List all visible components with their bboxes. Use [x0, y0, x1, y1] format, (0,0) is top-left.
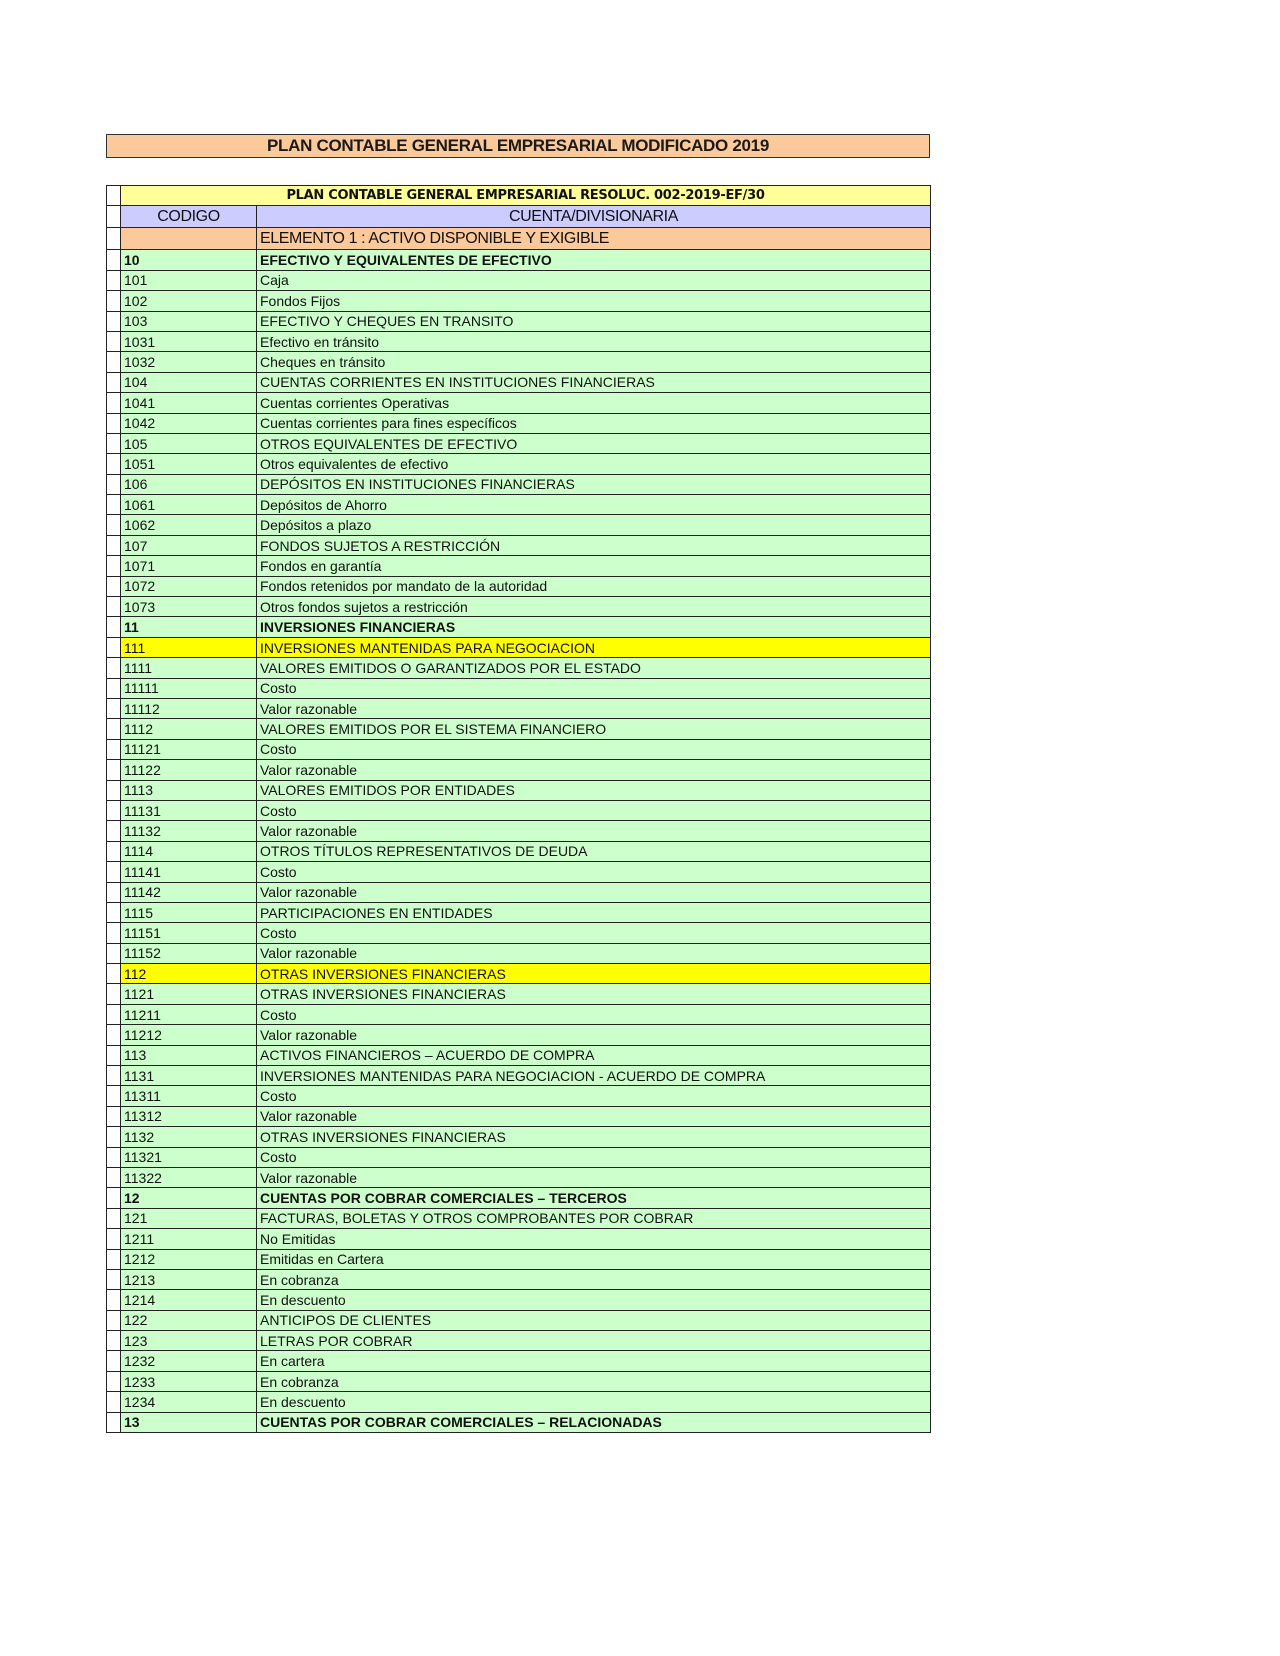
account-name: Costo — [257, 1004, 931, 1024]
account-code: 10 — [121, 250, 257, 270]
account-code: 1061 — [121, 495, 257, 515]
gutter-cell — [107, 433, 121, 453]
account-name: VALORES EMITIDOS POR ENTIDADES — [257, 780, 931, 800]
gutter-cell — [107, 413, 121, 433]
account-code: 11131 — [121, 800, 257, 820]
table-row — [107, 433, 931, 453]
account-name: INVERSIONES FINANCIERAS — [257, 617, 931, 637]
account-code: 11212 — [121, 1025, 257, 1045]
account-name: Costo — [257, 739, 931, 759]
account-name: FACTURAS, BOLETAS Y OTROS COMPROBANTES POR COBRAR — [257, 1208, 931, 1228]
gutter-cell — [107, 658, 121, 678]
gutter-cell — [107, 1229, 121, 1249]
account-name: OTROS TÍTULOS REPRESENTATIVOS DE DEUDA — [257, 841, 931, 861]
accounts-table-body — [107, 186, 931, 1433]
gutter-cell — [107, 964, 121, 984]
account-code: 1112 — [121, 719, 257, 739]
account-name: OTRAS INVERSIONES FINANCIERAS — [257, 984, 931, 1004]
account-code: 1213 — [121, 1269, 257, 1289]
table-row — [107, 372, 931, 392]
table-row — [107, 658, 931, 678]
element-label: ELEMENTO 1 : ACTIVO DISPONIBLE Y EXIGIBLE — [257, 228, 931, 250]
account-name: VALORES EMITIDOS POR EL SISTEMA FINANCIERO — [257, 719, 931, 739]
account-name: DEPÓSITOS EN INSTITUCIONES FINANCIERAS — [257, 474, 931, 494]
gutter-cell — [107, 984, 121, 1004]
gutter-cell — [107, 637, 121, 657]
account-code: 12 — [121, 1188, 257, 1208]
table-row — [107, 800, 931, 820]
account-name: EFECTIVO Y EQUIVALENTES DE EFECTIVO — [257, 250, 931, 270]
gutter-cell — [107, 1147, 121, 1167]
table-row — [107, 821, 931, 841]
gutter-cell — [107, 1106, 121, 1126]
table-row — [107, 862, 931, 882]
table-row — [107, 250, 931, 270]
account-name: FONDOS SUJETOS A RESTRICCIÓN — [257, 535, 931, 555]
gutter-cell — [107, 760, 121, 780]
gutter-cell — [107, 1086, 121, 1106]
table-row — [107, 1351, 931, 1371]
table-row — [107, 1004, 931, 1024]
gutter-cell — [107, 1290, 121, 1310]
table-row — [107, 413, 931, 433]
table-row — [107, 1331, 931, 1351]
table-row — [107, 597, 931, 617]
gutter-cell — [107, 841, 121, 861]
gutter-cell — [107, 515, 121, 535]
table-row — [107, 1269, 931, 1289]
gutter-cell — [107, 1392, 121, 1412]
account-code: 1111 — [121, 658, 257, 678]
account-code: 11311 — [121, 1086, 257, 1106]
account-name: CUENTAS POR COBRAR COMERCIALES – TERCEROS — [257, 1188, 931, 1208]
gutter-cell — [107, 228, 121, 250]
code-column-header: CODIGO — [121, 206, 257, 228]
gutter-cell — [107, 1025, 121, 1045]
plan-subtitle: PLAN CONTABLE GENERAL EMPRESARIAL RESOLUC. 002-2019-EF/30 — [121, 186, 931, 206]
gutter-cell — [107, 902, 121, 922]
account-name: En descuento — [257, 1392, 931, 1412]
account-code: 121 — [121, 1208, 257, 1228]
table-row — [107, 1208, 931, 1228]
account-code: 13 — [121, 1412, 257, 1432]
account-name: INVERSIONES MANTENIDAS PARA NEGOCIACION - ACUERDO DE COMPRA — [257, 1066, 931, 1086]
account-code: 1121 — [121, 984, 257, 1004]
account-name: OTROS EQUIVALENTES DE EFECTIVO — [257, 433, 931, 453]
gutter-cell — [107, 474, 121, 494]
gutter-cell — [107, 270, 121, 290]
table-row — [107, 1412, 931, 1432]
table-row — [107, 719, 931, 739]
account-name: CUENTAS POR COBRAR COMERCIALES – RELACIONADAS — [257, 1412, 931, 1432]
table-row — [107, 678, 931, 698]
table-row — [107, 1167, 931, 1187]
element-row — [107, 228, 931, 250]
account-code: 11211 — [121, 1004, 257, 1024]
gutter-cell — [107, 352, 121, 372]
account-name: Emitidas en Cartera — [257, 1249, 931, 1269]
account-code: 11112 — [121, 698, 257, 718]
account-code: 11322 — [121, 1167, 257, 1187]
account-name: CUENTAS CORRIENTES EN INSTITUCIONES FINANCIERAS — [257, 372, 931, 392]
account-name: Efectivo en tránsito — [257, 331, 931, 351]
account-code: 104 — [121, 372, 257, 392]
account-name: Cuentas corrientes para fines específicos — [257, 413, 931, 433]
account-name: Valor razonable — [257, 882, 931, 902]
table-row — [107, 1045, 931, 1065]
account-code: 111 — [121, 637, 257, 657]
account-name: Otros equivalentes de efectivo — [257, 454, 931, 474]
account-name: INVERSIONES MANTENIDAS PARA NEGOCIACION — [257, 637, 931, 657]
account-code: 1071 — [121, 556, 257, 576]
gutter-cell — [107, 1331, 121, 1351]
gutter-cell — [107, 780, 121, 800]
account-name: Cuentas corrientes Operativas — [257, 393, 931, 413]
account-code: 105 — [121, 433, 257, 453]
table-row — [107, 637, 931, 657]
gutter-cell — [107, 556, 121, 576]
gutter-cell — [107, 495, 121, 515]
gutter-cell — [107, 576, 121, 596]
account-name: En cobranza — [257, 1269, 931, 1289]
account-code: 112 — [121, 964, 257, 984]
gutter-cell — [107, 1004, 121, 1024]
account-name: EFECTIVO Y CHEQUES EN TRANSITO — [257, 311, 931, 331]
gutter-cell — [107, 1208, 121, 1228]
gutter-cell — [107, 719, 121, 739]
account-code: 11122 — [121, 760, 257, 780]
account-name: ANTICIPOS DE CLIENTES — [257, 1310, 931, 1330]
account-code: 101 — [121, 270, 257, 290]
table-row — [107, 1147, 931, 1167]
gutter-cell — [107, 800, 121, 820]
table-row — [107, 882, 931, 902]
account-code: 11312 — [121, 1106, 257, 1126]
table-row — [107, 1066, 931, 1086]
account-name: Fondos en garantía — [257, 556, 931, 576]
account-code: 11321 — [121, 1147, 257, 1167]
gutter-cell — [107, 943, 121, 963]
table-row — [107, 1188, 931, 1208]
table-row — [107, 984, 931, 1004]
gutter-cell — [107, 454, 121, 474]
account-name: Costo — [257, 678, 931, 698]
table-row — [107, 454, 931, 474]
table-row — [107, 576, 931, 596]
account-code: 11132 — [121, 821, 257, 841]
table-row — [107, 1249, 931, 1269]
gutter-cell — [107, 535, 121, 555]
account-code: 11151 — [121, 923, 257, 943]
table-row — [107, 331, 931, 351]
account-code: 1073 — [121, 597, 257, 617]
table-row — [107, 1025, 931, 1045]
gutter-cell — [107, 186, 121, 206]
account-code: 1072 — [121, 576, 257, 596]
account-name: Costo — [257, 862, 931, 882]
gutter-cell — [107, 291, 121, 311]
account-name: LETRAS POR COBRAR — [257, 1331, 931, 1351]
table-row — [107, 1127, 931, 1147]
account-name: Otros fondos sujetos a restricción — [257, 597, 931, 617]
account-code: 1131 — [121, 1066, 257, 1086]
account-name: Valor razonable — [257, 760, 931, 780]
account-name: ACTIVOS FINANCIEROS – ACUERDO DE COMPRA — [257, 1045, 931, 1065]
gutter-cell — [107, 882, 121, 902]
account-code: 122 — [121, 1310, 257, 1330]
table-row — [107, 1229, 931, 1249]
account-code: 1234 — [121, 1392, 257, 1412]
account-code: 1042 — [121, 413, 257, 433]
table-row — [107, 495, 931, 515]
gutter-cell — [107, 862, 121, 882]
table-row — [107, 1106, 931, 1126]
gutter-cell — [107, 311, 121, 331]
table-row — [107, 393, 931, 413]
gutter-cell — [107, 1127, 121, 1147]
gutter-cell — [107, 250, 121, 270]
table-row — [107, 617, 931, 637]
header-row — [107, 206, 931, 228]
gutter-cell — [107, 698, 121, 718]
account-code: 1114 — [121, 841, 257, 861]
account-code: 1051 — [121, 454, 257, 474]
gutter-cell — [107, 923, 121, 943]
account-code: 11152 — [121, 943, 257, 963]
table-row — [107, 556, 931, 576]
account-name: OTRAS INVERSIONES FINANCIERAS — [257, 1127, 931, 1147]
account-code: 1233 — [121, 1371, 257, 1391]
table-row — [107, 964, 931, 984]
gutter-cell — [107, 1310, 121, 1330]
account-code: 106 — [121, 474, 257, 494]
account-code: 1115 — [121, 902, 257, 922]
account-name: Costo — [257, 800, 931, 820]
account-name: En cartera — [257, 1351, 931, 1371]
table-row — [107, 739, 931, 759]
table-row — [107, 291, 931, 311]
gutter-cell — [107, 821, 121, 841]
table-row — [107, 1310, 931, 1330]
document-title: PLAN CONTABLE GENERAL EMPRESARIAL MODIFICADO 2019 — [106, 134, 930, 158]
table-row — [107, 902, 931, 922]
account-code: 107 — [121, 535, 257, 555]
table-row — [107, 1371, 931, 1391]
account-name: Cheques en tránsito — [257, 352, 931, 372]
account-name: Depósitos a plazo — [257, 515, 931, 535]
table-row — [107, 535, 931, 555]
account-code: 102 — [121, 291, 257, 311]
table-row — [107, 311, 931, 331]
account-name: En cobranza — [257, 1371, 931, 1391]
gutter-cell — [107, 1188, 121, 1208]
account-name: Fondos retenidos por mandato de la autoridad — [257, 576, 931, 596]
account-code: 11111 — [121, 678, 257, 698]
account-name: Valor razonable — [257, 1106, 931, 1126]
gutter-cell — [107, 597, 121, 617]
gutter-cell — [107, 206, 121, 228]
table-row — [107, 474, 931, 494]
gutter-cell — [107, 678, 121, 698]
subtitle-row — [107, 186, 931, 206]
account-code: 1132 — [121, 1127, 257, 1147]
gutter-cell — [107, 1371, 121, 1391]
account-name: Costo — [257, 923, 931, 943]
account-code: 1232 — [121, 1351, 257, 1371]
account-code: 1032 — [121, 352, 257, 372]
gutter-cell — [107, 1351, 121, 1371]
account-code: 1062 — [121, 515, 257, 535]
table-row — [107, 1392, 931, 1412]
account-name: OTRAS INVERSIONES FINANCIERAS — [257, 964, 931, 984]
gutter-cell — [107, 739, 121, 759]
gutter-cell — [107, 1045, 121, 1065]
account-name: Costo — [257, 1147, 931, 1167]
account-name: Valor razonable — [257, 943, 931, 963]
gutter-cell — [107, 372, 121, 392]
table-row — [107, 760, 931, 780]
account-name: Costo — [257, 1086, 931, 1106]
account-code: 1113 — [121, 780, 257, 800]
account-column-header: CUENTA/DIVISIONARIA — [257, 206, 931, 228]
table-row — [107, 841, 931, 861]
account-name: Valor razonable — [257, 698, 931, 718]
gutter-cell — [107, 331, 121, 351]
gutter-cell — [107, 393, 121, 413]
table-row — [107, 780, 931, 800]
account-code: 1212 — [121, 1249, 257, 1269]
accounts-table — [106, 185, 931, 1433]
account-code: 11142 — [121, 882, 257, 902]
table-row — [107, 698, 931, 718]
account-name: Valor razonable — [257, 1167, 931, 1187]
account-name: En descuento — [257, 1290, 931, 1310]
account-name: VALORES EMITIDOS O GARANTIZADOS POR EL ESTADO — [257, 658, 931, 678]
gutter-cell — [107, 1167, 121, 1187]
gutter-cell — [107, 617, 121, 637]
account-code: 113 — [121, 1045, 257, 1065]
account-name: Fondos Fijos — [257, 291, 931, 311]
table-row — [107, 352, 931, 372]
gutter-cell — [107, 1066, 121, 1086]
account-name: Valor razonable — [257, 1025, 931, 1045]
account-name: No Emitidas — [257, 1229, 931, 1249]
account-name: PARTICIPACIONES EN ENTIDADES — [257, 902, 931, 922]
account-code: 1041 — [121, 393, 257, 413]
account-code: 103 — [121, 311, 257, 331]
table-row — [107, 943, 931, 963]
table-row — [107, 515, 931, 535]
account-code: 123 — [121, 1331, 257, 1351]
table-row — [107, 923, 931, 943]
account-name: Depósitos de Ahorro — [257, 495, 931, 515]
gutter-cell — [107, 1249, 121, 1269]
account-name: Caja — [257, 270, 931, 290]
table-row — [107, 1086, 931, 1106]
account-code: 1031 — [121, 331, 257, 351]
account-code: 11141 — [121, 862, 257, 882]
table-row — [107, 270, 931, 290]
account-code: 1211 — [121, 1229, 257, 1249]
element-code-cell — [121, 228, 257, 250]
account-name: Valor razonable — [257, 821, 931, 841]
account-code: 11121 — [121, 739, 257, 759]
gutter-cell — [107, 1269, 121, 1289]
account-code: 11 — [121, 617, 257, 637]
gutter-cell — [107, 1412, 121, 1432]
account-code: 1214 — [121, 1290, 257, 1310]
table-row — [107, 1290, 931, 1310]
